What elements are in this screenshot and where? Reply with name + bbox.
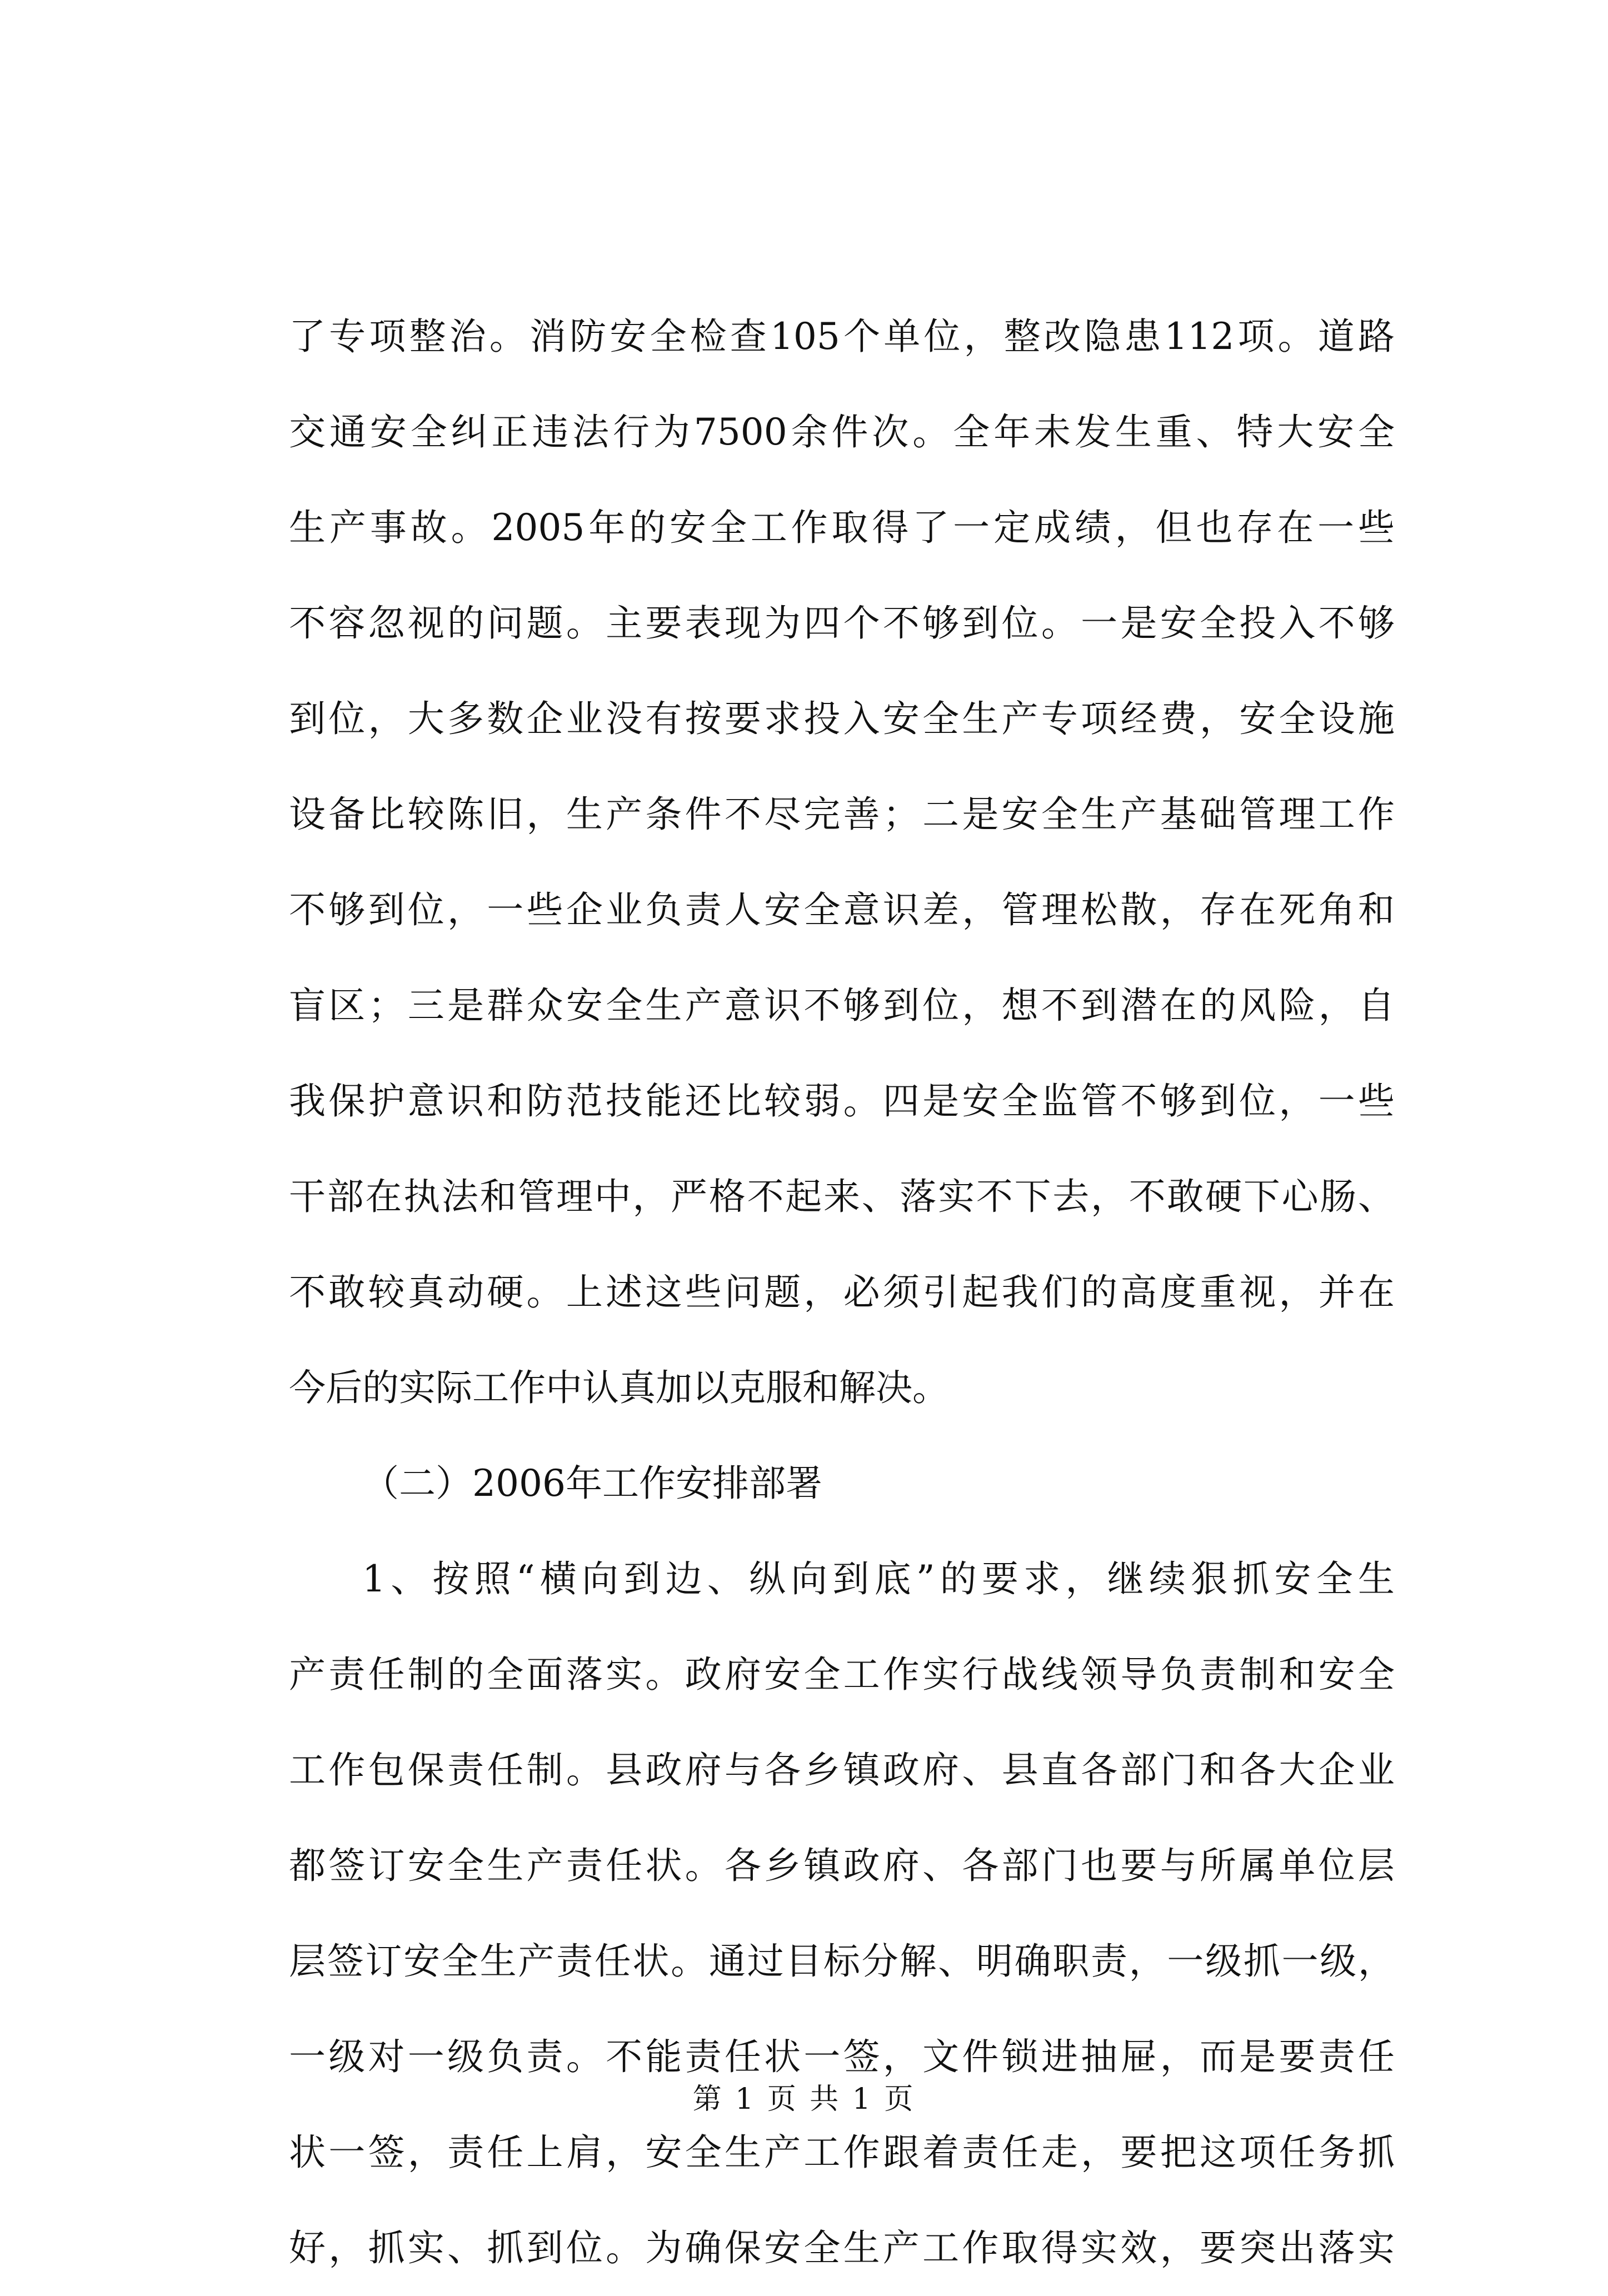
text-line: 都签订安全生产责任状。各乡镇政府、各部门也要与所属单位层 (289, 1844, 1395, 1887)
text-line: 生产事故。2005年的安全工作取得了一定成绩，但也存在一些 (289, 506, 1395, 549)
text-line: 不容忽视的问题。主要表现为四个不够到位。一是安全投入不够 (289, 602, 1395, 645)
text-line: 设备比较陈旧，生产条件不尽完善；二是安全生产基础管理工作 (289, 793, 1395, 836)
text-line: 交通安全纠正违法行为7500余件次。全年未发生重、特大安全 (289, 411, 1395, 453)
text-line: 状一签，责任上肩，安全生产工作跟着责任走，要把这项任务抓 (289, 2131, 1395, 2174)
document-body (289, 289, 1395, 2296)
text-line: 盲区；三是群众安全生产意识不够到位，想不到潜在的风险，自 (289, 984, 1395, 1027)
text-line: 好，抓实、抓到位。为确保安全生产工作取得实效，要突出落实 (289, 2227, 1395, 2269)
text-line: 不敢较真动硬。上述这些问题，必须引起我们的高度重视，并在 (289, 1271, 1395, 1314)
text-line: 1、按照“横向到边、纵向到底”的要求，继续狠抓安全生 (362, 1558, 1395, 1600)
text-line: 工作包保责任制。县政府与各乡镇政府、县直各部门和各大企业 (289, 1749, 1395, 1791)
text-line: 我保护意识和防范技能还比较弱。四是安全监管不够到位，一些 (289, 1080, 1395, 1122)
section-heading: （二）2006年工作安排部署 (362, 1462, 822, 1505)
text-line: 干部在执法和管理中，严格不起来、落实不下去，不敢硬下心肠、 (289, 1175, 1395, 1218)
text-line: 今后的实际工作中认真加以克服和解决。 (289, 1366, 949, 1409)
page-footer: 第 1 页 共 1 页 (692, 2083, 916, 2116)
text-line: 不够到位，一些企业负责人安全意识差，管理松散，存在死角和 (289, 889, 1395, 931)
text-line: 产责任制的全面落实。政府安全工作实行战线领导负责制和安全 (289, 1653, 1395, 1696)
text-line: 层签订安全生产责任状。通过目标分解、明确职责，一级抓一级， (289, 1940, 1395, 1983)
text-line: 到位，大多数企业没有按要求投入安全生产专项经费，安全设施 (289, 697, 1395, 740)
text-line: 了专项整治。消防安全检查105个单位，整改隐患112项。道路 (289, 315, 1395, 358)
text-line: 一级对一级负责。不能责任状一签，文件锁进抽屉，而是要责任 (289, 2035, 1395, 2078)
